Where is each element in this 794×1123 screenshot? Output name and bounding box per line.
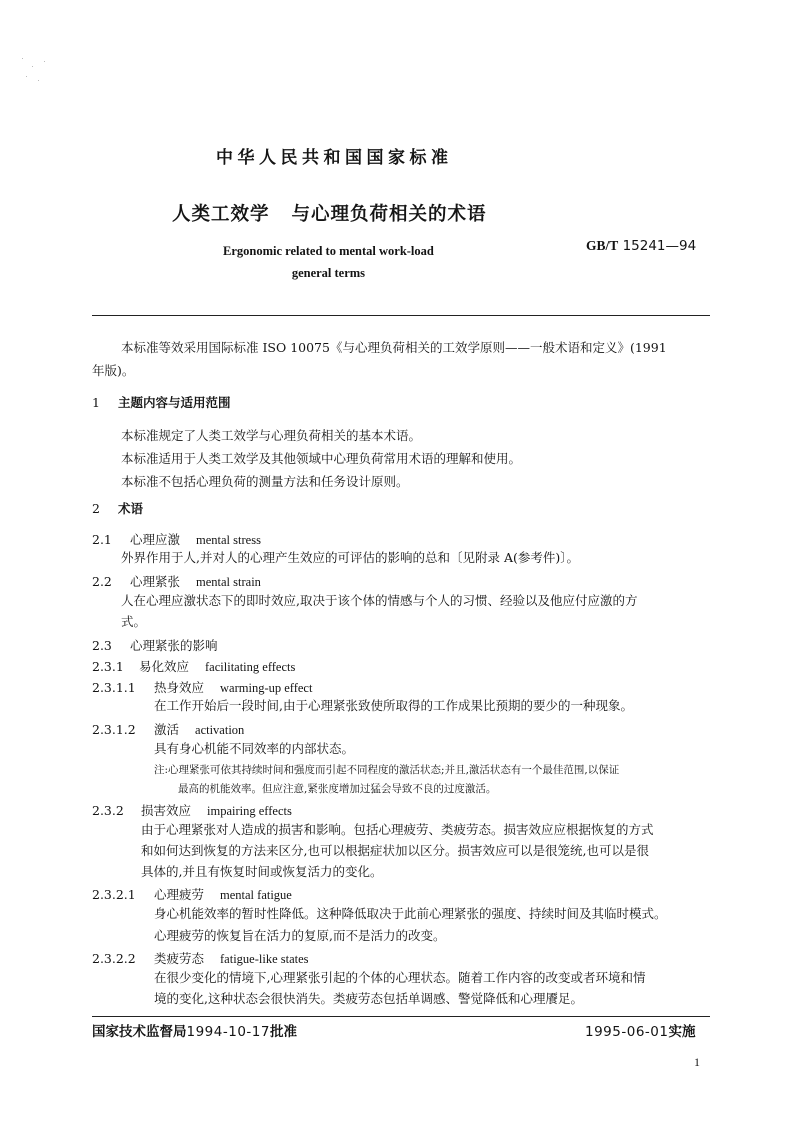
- standard-code: [586, 238, 696, 254]
- section-1-line-2: 本标准适用于人类工效学及其他领域中心理负荷常用术语的理解和使用。: [121, 451, 522, 466]
- section-2-heading: [92, 499, 143, 517]
- term-2-3: 2.3 心理紧张的影响: [92, 638, 218, 653]
- intro-line-2: 年版)。: [92, 363, 135, 378]
- scan-artifact: [22, 58, 52, 82]
- term-2-3-1-1-definition: 在工作开始后一段时间,由于心理紧张致使所取得的工作成果比预期的要少的一种现象。: [154, 698, 633, 713]
- section-1-line-1: 本标准规定了人类工效学与心理负荷相关的基本术语。: [121, 428, 422, 443]
- implementation-date: 1995-06-01: [585, 1024, 669, 1040]
- term-2-3-2-1: 2.3.2.1 心理疲劳 mental fatigue: [92, 887, 292, 902]
- national-standard-heading: 中华人民共和国国家标准: [216, 148, 453, 168]
- term-2-2-definition-line-2: 式。: [121, 614, 147, 629]
- approval-date: 1994-10-17: [186, 1024, 270, 1040]
- term-2-3-2-1-definition-line-2: 心理疲劳的恢复旨在活力的复原,而不是活力的改变。: [154, 928, 446, 943]
- implementation-suffix: 实施: [668, 1024, 696, 1040]
- standard-code-prefix: GB/T: [586, 238, 619, 253]
- term-2-2-definition-line-1: 人在心理应激状态下的即时效应,取决于该个体的情感与个人的习惯、经验以及他应付应激的方: [121, 593, 638, 608]
- section-2-number: 2: [92, 501, 100, 516]
- note-line-1: 注:心理紧张可依其持续时间和强度而引起不同程度的激活状态;并且,激活状态有一个最佳范围,以保证: [154, 764, 620, 776]
- english-title: [223, 240, 434, 284]
- term-2-1: 2.1 心理应激 mental stress: [92, 532, 261, 547]
- term-2-3-2: 2.3.2 损害效应 impairing effects: [92, 803, 292, 818]
- term-2-3-2-1-definition-line-1: 身心机能效率的暂时性降低。这种降低取决于此前心理紧张的强度、持续时间及其临时模式。: [154, 906, 667, 921]
- section-1-heading: [92, 393, 231, 411]
- term-2-3-2-2-definition-line-2: 境的变化,这种状态会很快消失。类疲劳态包括单调感、警觉降低和心理餍足。: [154, 991, 583, 1006]
- footer-divider: [92, 1016, 710, 1017]
- title-part-1: 人类工效学: [172, 204, 270, 225]
- term-2-2: 2.2 心理紧张 mental strain: [92, 574, 261, 589]
- english-title-line-2: general terms: [291, 266, 366, 280]
- section-1-title: 主题内容与适用范围: [118, 395, 231, 410]
- term-2-3-2-2-definition-line-1: 在很少变化的情境下,心理紧张引起的个体的心理状态。随着工作内容的改变或者环境和情: [154, 970, 646, 985]
- term-2-1-definition: 外界作用于人,并对人的心理产生效应的可评估的影响的总和〔见附录 A(参考件)〕。: [121, 550, 579, 565]
- title-part-2: 与心理负荷相关的术语: [291, 204, 487, 225]
- term-2-3-2-2: 2.3.2.2 类疲劳态 fatigue-like states: [92, 951, 309, 966]
- intro-line-1: 本标准等效采用国际标准 ISO 10075《与心理负荷相关的工效学原则——一般术语和定义》(1991: [121, 340, 667, 355]
- term-2-3-2-definition-line-2: 和如何达到恢复的方法来区分,也可以根据症状加以区分。损害效应可以是很笼统,也可以是很: [141, 843, 649, 858]
- section-1-line-3: 本标准不包括心理负荷的测量方法和任务设计原则。: [121, 474, 409, 489]
- term-2-3-2-definition-line-1: 由于心理紧张对人造成的损害和影响。包括心理疲劳、类疲劳态。损害效应应根据恢复的方式: [141, 822, 654, 837]
- english-title-line-1: Ergonomic related to mental work-load: [223, 244, 434, 258]
- approval-org: 国家技术监督局: [92, 1024, 187, 1040]
- page-number: 1: [694, 1055, 700, 1069]
- implementation-line: [585, 1020, 695, 1040]
- term-2-3-1-2: 2.3.1.2 激活 activation: [92, 722, 245, 737]
- document-title: [172, 200, 487, 226]
- term-2-3-1-2-definition: 具有身心机能不同效率的内部状态。: [154, 741, 355, 756]
- header-divider: [92, 315, 710, 316]
- standard-code-number: 15241—94: [622, 238, 697, 254]
- section-2-title: 术语: [118, 501, 144, 516]
- section-1-number: 1: [92, 395, 100, 410]
- term-2-3-2-definition-line-3: 具体的,并且有恢复时间或恢复活力的变化。: [141, 864, 383, 879]
- term-2-3-1: 2.3.1 易化效应 facilitating effects: [92, 659, 296, 674]
- term-2-3-1-1: 2.3.1.1 热身效应 warming-up effect: [92, 680, 313, 695]
- note-line-2: 最高的机能效率。但应注意,紧张度增加过猛会导致不良的过度激活。: [178, 783, 497, 795]
- approval-line: [92, 1020, 297, 1040]
- approval-suffix: 批准: [269, 1024, 297, 1040]
